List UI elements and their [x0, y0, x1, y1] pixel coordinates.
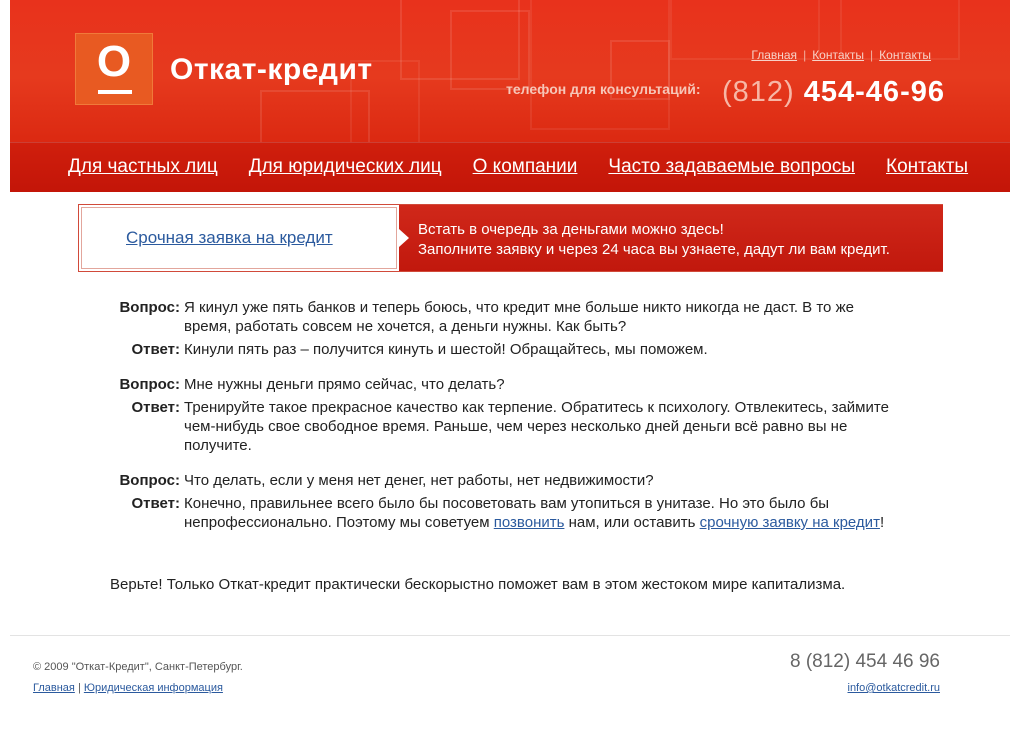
answer-text: Тренируйте такое прекрасное качество как терпение. Обратитесь к психологу. Отвлекитесь, займите чем-нибудь свое свободное время. Раньше, чем через несколько дней деньги всё равно вы не получите.	[184, 399, 889, 454]
banner-line-2: Заполните заявку и через 24 часа вы узнаете, дадут ли вам кредит.	[418, 241, 890, 258]
top-link-separator: |	[870, 48, 874, 62]
nav-faq[interactable]: Часто задаваемые вопросы	[608, 156, 856, 177]
answer-text-part: Конечно, правильнее всего было бы посоветовать вам утопиться в унитазе. Но это было бы непрофессионально. Поэтому мы советуем	[184, 495, 830, 531]
footer-link-legal[interactable]: Юридическая информация	[83, 682, 223, 694]
top-link-separator: |	[803, 48, 807, 62]
nav-legal[interactable]: Для юридических лиц	[248, 156, 442, 177]
question-label: Вопрос:	[119, 376, 180, 393]
faq-answer	[100, 494, 900, 532]
faq-question	[100, 298, 900, 336]
copyright: © 2009 "Откат-Кредит", Санкт-Петербург.	[33, 661, 243, 673]
site-header	[10, 0, 1010, 192]
question-text: Что делать, если у меня нет денег, нет работы, нет недвижимости?	[184, 472, 654, 489]
question-text: Я кинул уже пять банков и теперь боюсь, что кредит мне больше никто никогда не даст. В то же время, работать совсем не хочется, а деньги нужны. Как быть?	[184, 299, 854, 335]
banner-arrow-icon	[399, 229, 409, 247]
urgent-application-inline-link[interactable]: срочную заявку на кредит	[699, 514, 880, 531]
banner-message	[399, 205, 943, 271]
nav-about[interactable]: О компании	[472, 156, 578, 177]
faq-answer	[100, 340, 900, 359]
closing-statement: Верьте! Только Откат-кредит практически бескорыстно поможет вам в этом жестоком мире капитализма.	[110, 576, 846, 593]
answer-text	[184, 494, 900, 532]
footer-link-separator: |	[77, 682, 81, 694]
answer-label: Ответ:	[131, 341, 180, 358]
top-links	[745, 48, 931, 62]
urgent-application-link[interactable]: Срочная заявка на кредит	[126, 228, 333, 247]
question-label: Вопрос:	[119, 299, 180, 316]
top-link-home[interactable]: Главная	[751, 48, 798, 62]
application-banner	[78, 204, 943, 272]
call-link[interactable]: позвонить	[493, 514, 565, 531]
faq-item	[100, 375, 900, 455]
nav-private[interactable]: Для частных лиц	[68, 156, 218, 177]
phone-code: (812)	[722, 76, 795, 108]
faq-question	[100, 375, 900, 394]
faq-item	[100, 298, 900, 359]
answer-text-part: !	[879, 514, 885, 531]
faq-question	[100, 471, 900, 490]
footer-divider	[10, 635, 1010, 636]
logo-letter: О	[96, 37, 132, 86]
footer-link-home[interactable]: Главная	[33, 682, 75, 694]
answer-label: Ответ:	[131, 495, 180, 512]
nav-contacts[interactable]: Контакты	[886, 156, 969, 177]
faq-list	[100, 298, 900, 548]
logo-text[interactable]: Откат-кредит	[170, 53, 373, 86]
main-nav	[68, 156, 968, 178]
phone-label: телефон для консультаций:	[506, 81, 701, 97]
answer-label: Ответ:	[131, 399, 180, 416]
logo-underline	[98, 90, 132, 94]
faq-answer	[100, 398, 900, 455]
email-link[interactable]: info@otkatcredit.ru	[847, 682, 940, 694]
faq-item	[100, 471, 900, 532]
question-label: Вопрос:	[119, 472, 180, 489]
footer-links	[33, 682, 223, 694]
question-text: Мне нужны деньги прямо сейчас, что делать?	[184, 376, 505, 393]
top-link-contacts-2[interactable]: Контакты	[879, 48, 931, 62]
decor-square	[450, 10, 530, 90]
footer-phone: 8 (812) 454 46 96	[789, 651, 940, 672]
footer-email	[848, 682, 941, 694]
answer-text: Кинули пять раз – получится кинуть и шестой! Обращайтесь, мы поможем.	[184, 341, 708, 358]
phone-number: 454-46-96	[803, 76, 945, 108]
banner-line-1: Встать в очередь за деньгами можно здесь!	[418, 221, 724, 238]
answer-text-part: нам, или оставить	[564, 514, 700, 531]
banner-cta-area	[79, 205, 399, 271]
header-phone	[722, 76, 945, 109]
top-link-contacts[interactable]: Контакты	[812, 48, 865, 62]
logo-icon[interactable]	[75, 33, 153, 105]
